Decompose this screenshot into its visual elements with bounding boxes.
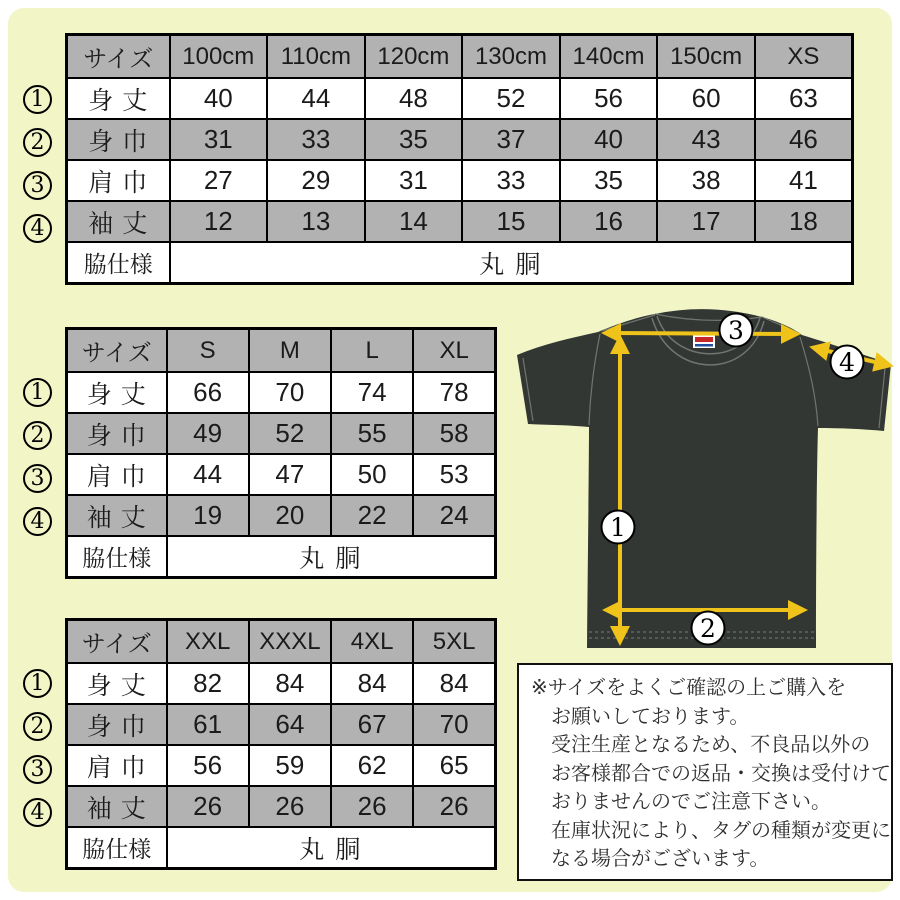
row-label: 肩 巾 [67,454,167,495]
table-row [67,119,853,160]
row-label: 身 巾 [67,119,170,160]
table-header-row [67,620,496,664]
size-cell: 64 [249,704,331,745]
size-cell: 70 [413,704,495,745]
row-label: 身 丈 [67,663,167,704]
shoulder-width-arrow [607,333,795,334]
size-cell: 84 [331,663,413,704]
note-line: お客様都合での返品・交換は受付けて [551,762,891,785]
row-label: 身 丈 [67,78,170,119]
column-header: XL [413,329,495,373]
purchase-note-box [517,663,893,881]
size-cell: 84 [249,663,331,704]
size-cell: 26 [413,786,495,827]
row-marker-2: 2 [23,421,52,450]
row-marker-2: 2 [23,128,52,157]
side-spec-value: 丸 胴 [170,242,853,284]
row-label: 脇仕様 [67,827,167,869]
table-footer-row [67,242,853,284]
size-cell: 50 [331,454,413,495]
column-header: M [249,329,331,373]
row-marker-4: 4 [23,798,52,827]
svg-text:4: 4 [839,348,855,377]
table-header-row [67,35,853,79]
size-cell: 60 [657,78,755,119]
note-line: なる場合がございます。 [551,848,770,870]
size-cell: 40 [560,119,658,160]
size-cell: 31 [365,160,463,201]
diagram-marker-2 [692,612,725,645]
column-header: XS [755,35,853,79]
size-cell: 17 [657,201,755,242]
note-line: お願いしております。 [551,705,750,728]
note-line: 受注生産となるため、不良品以外の [551,734,871,756]
column-header: サイズ [67,35,170,79]
note-line: おりませんのでご注意下さい。 [551,791,831,813]
size-cell: 44 [167,454,249,495]
svg-text:1: 1 [610,513,626,542]
size-cell: 84 [413,663,495,704]
column-header: 140cm [560,35,658,79]
size-table-kids [65,33,854,285]
column-header: 5XL [413,620,495,664]
size-cell: 82 [167,663,249,704]
size-cell: 15 [462,201,560,242]
size-cell: 27 [170,160,268,201]
row-label: 肩 巾 [67,160,170,201]
row-marker-3: 3 [23,755,52,784]
size-cell: 56 [560,78,658,119]
neck-tag [693,335,715,348]
size-cell: 62 [331,745,413,786]
size-cell: 19 [167,495,249,536]
row-marker-1: 1 [23,85,52,114]
size-cell: 35 [365,119,463,160]
row-marker-4: 4 [23,214,52,243]
size-cell: 18 [755,201,853,242]
size-cell: 63 [755,78,853,119]
size-cell: 26 [249,786,331,827]
table-row [67,201,853,242]
size-cell: 31 [170,119,268,160]
table-header-row [67,329,496,373]
size-cell: 41 [755,160,853,201]
column-header: L [331,329,413,373]
column-header: 100cm [170,35,268,79]
column-header: XXL [167,620,249,664]
size-cell: 61 [167,704,249,745]
size-cell: 67 [331,704,413,745]
size-cell: 65 [413,745,495,786]
size-cell: 52 [462,78,560,119]
diagram-marker-1 [602,511,635,544]
size-cell: 49 [167,413,249,454]
size-cell: 48 [365,78,463,119]
svg-text:2: 2 [700,614,716,643]
diagram-marker-4 [831,346,864,379]
note-line: 在庫状況により、タグの種類が変更に [551,819,891,842]
row-marker-3: 3 [23,171,52,200]
size-cell: 47 [249,454,331,495]
size-cell: 29 [267,160,365,201]
table-footer-row [67,827,496,869]
table-row [67,745,496,786]
note-line: ※サイズをよくご確認の上ご購入を [531,677,847,699]
column-header: S [167,329,249,373]
table-row [67,495,496,536]
row-marker-3: 3 [23,464,52,493]
column-header: サイズ [67,329,167,373]
size-cell: 53 [413,454,495,495]
size-cell: 12 [170,201,268,242]
row-marker-1: 1 [23,378,52,407]
row-marker-2: 2 [23,712,52,741]
row-label: 身 丈 [67,372,167,413]
size-cell: 38 [657,160,755,201]
size-cell: 58 [413,413,495,454]
size-cell: 66 [167,372,249,413]
size-cell: 20 [249,495,331,536]
table-row [67,786,496,827]
size-cell: 14 [365,201,463,242]
column-header: 110cm [267,35,365,79]
size-cell: 52 [249,413,331,454]
size-cell: 46 [755,119,853,160]
size-table-big [65,618,497,870]
svg-text:3: 3 [728,316,744,345]
size-cell: 24 [413,495,495,536]
column-header: 4XL [331,620,413,664]
column-header: XXXL [249,620,331,664]
size-cell: 55 [331,413,413,454]
side-spec-value: 丸 胴 [167,827,496,869]
size-cell: 13 [267,201,365,242]
size-cell: 59 [249,745,331,786]
row-marker-4: 4 [23,507,52,536]
size-cell: 43 [657,119,755,160]
row-label: 身 巾 [67,704,167,745]
size-cell: 70 [249,372,331,413]
row-label: 身 巾 [67,413,167,454]
size-cell: 74 [331,372,413,413]
size-cell: 37 [462,119,560,160]
size-cell: 16 [560,201,658,242]
side-spec-value: 丸 胴 [167,536,496,578]
size-cell: 33 [267,119,365,160]
size-cell: 26 [167,786,249,827]
size-cell: 78 [413,372,495,413]
table-row [67,663,496,704]
table-footer-row [67,536,496,578]
column-header: サイズ [67,620,167,664]
tshirt-measurement-diagram [505,298,900,660]
row-marker-1: 1 [23,669,52,698]
table-row [67,78,853,119]
size-cell: 22 [331,495,413,536]
row-label: 脇仕様 [67,242,170,284]
size-cell: 44 [267,78,365,119]
diagram-marker-3 [720,314,753,347]
size-cell: 40 [170,78,268,119]
size-cell: 33 [462,160,560,201]
column-header: 150cm [657,35,755,79]
row-label: 袖 丈 [67,786,167,827]
table-row [67,413,496,454]
table-row [67,160,853,201]
size-cell: 56 [167,745,249,786]
table-row [67,372,496,413]
column-header: 120cm [365,35,463,79]
size-cell: 35 [560,160,658,201]
column-header: 130cm [462,35,560,79]
table-row [67,454,496,495]
table-row [67,704,496,745]
size-cell: 26 [331,786,413,827]
row-label: 脇仕様 [67,536,167,578]
row-label: 袖 丈 [67,495,167,536]
row-label: 肩 巾 [67,745,167,786]
size-table-adult [65,327,497,579]
row-label: 袖 丈 [67,201,170,242]
